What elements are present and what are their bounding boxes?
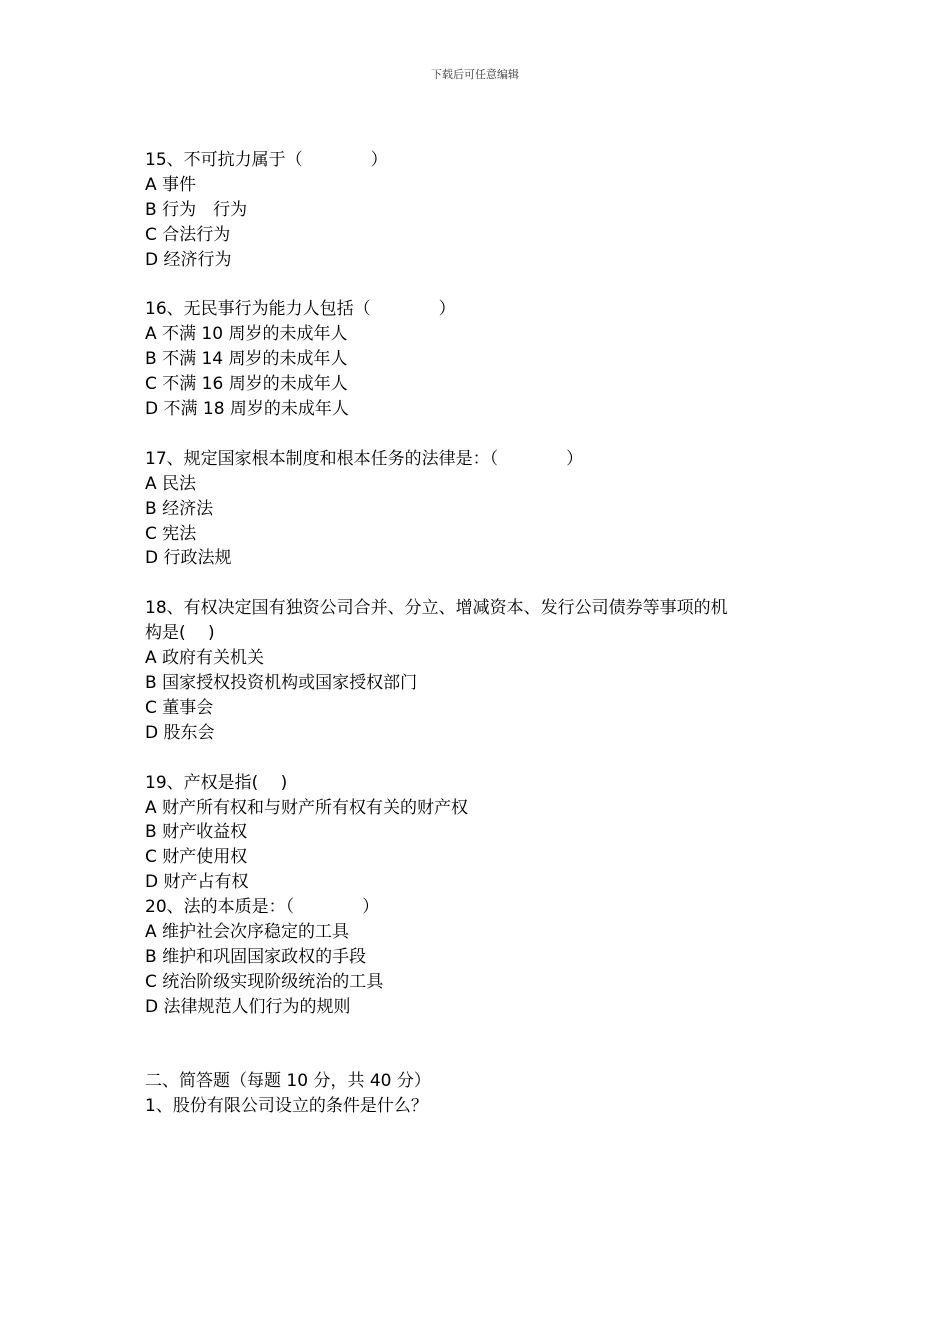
option-d: D 行政法规 — [145, 548, 232, 569]
option-b: B 不满 14 周岁的未成年人 — [145, 349, 348, 370]
option-c: C 合法行为 — [145, 224, 231, 245]
question-stem: 17、规定国家根本制度和根本任务的法律是：（ ） — [145, 448, 584, 469]
option-c: C 董事会 — [145, 697, 214, 718]
question-stem: 15、不可抗力属于（ ） — [145, 150, 388, 170]
question-stem-line-2: 构是( ) — [145, 623, 215, 644]
question-20 — [145, 895, 815, 1020]
question-18 — [145, 596, 815, 745]
short-answer-question-1: 1、股份有限公司设立的条件是什么？ — [145, 1096, 428, 1117]
option-b: B 行为 行为 — [145, 199, 248, 220]
question-stem: 16、无民事行为能力人包括（ ） — [145, 299, 456, 320]
question-stem-line-1: 18、有权决定国有独资公司合并、分立、增减资本、发行公司债券等事项的机 — [145, 598, 728, 619]
option-c: C 宪法 — [145, 523, 197, 544]
option-b: B 国家授权投资机构或国家授权部门 — [145, 672, 418, 693]
option-a: A 财产所有权和与财产所有权有关的财产权 — [145, 797, 469, 818]
option-d: D 股东会 — [145, 722, 215, 743]
option-b: B 财产收益权 — [145, 822, 248, 843]
question-stem: 19、产权是指( ) — [145, 772, 288, 793]
option-a: A 民法 — [145, 473, 197, 494]
option-c: C 财产使用权 — [145, 847, 248, 868]
option-a: A 政府有关机关 — [145, 648, 265, 669]
page-header: 下载后可任意编辑 — [431, 68, 519, 81]
question-15 — [145, 148, 815, 273]
option-d: D 不满 18 周岁的未成年人 — [145, 399, 349, 420]
section-short-answer — [145, 1069, 815, 1119]
option-a: A 不满 10 周岁的未成年人 — [145, 324, 348, 345]
option-b: B 维护和巩固国家政权的手段 — [145, 946, 367, 967]
question-stem: 20、法的本质是：（ ） — [145, 897, 380, 918]
option-c: C 不满 16 周岁的未成年人 — [145, 374, 348, 395]
option-b: B 经济法 — [145, 498, 214, 519]
option-c: C 统治阶级实现阶级统治的工具 — [145, 971, 384, 992]
option-a: A 维护社会次序稳定的工具 — [145, 922, 350, 943]
section-title: 二、简答题（每题 10 分，共 40 分） — [145, 1071, 431, 1092]
document-body — [145, 148, 815, 1119]
question-17 — [145, 447, 815, 572]
question-16 — [145, 297, 815, 422]
question-19 — [145, 771, 815, 896]
option-d: D 法律规范人们行为的规则 — [145, 996, 351, 1017]
option-d: D 经济行为 — [145, 249, 232, 270]
option-a: A 事件 — [145, 174, 197, 195]
option-d: D 财产占有权 — [145, 872, 249, 893]
